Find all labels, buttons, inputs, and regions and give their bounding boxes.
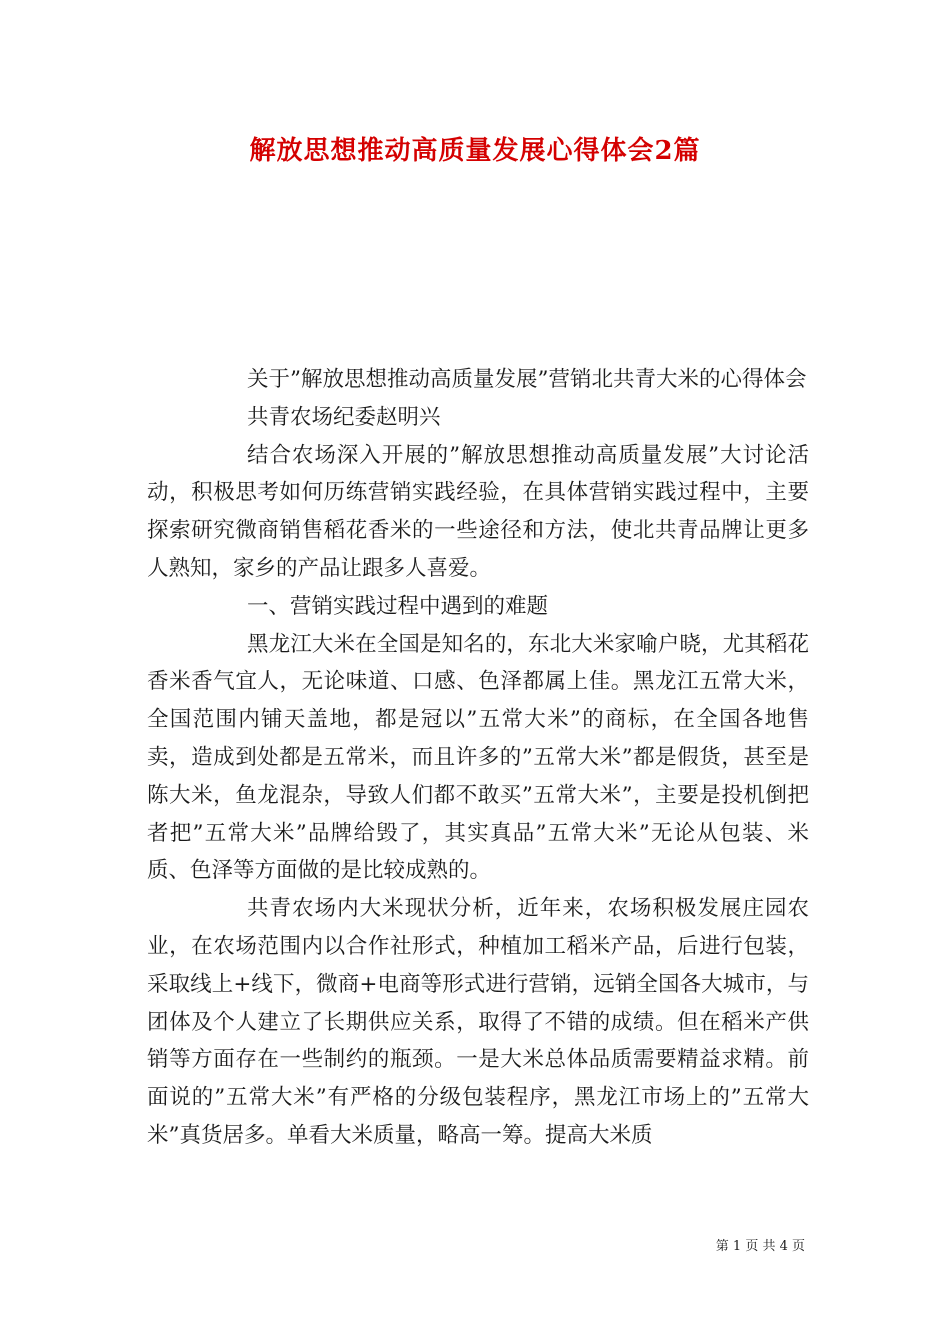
document-title: 解放思想推动高质量发展心得体会2篇: [249, 136, 701, 166]
paragraph-body: 共青农场内大米现状分析，近年来，农场积极发展庄园农业，在农场范围内以合作社形式，种植加工稻米产品，后进行包装，采取线上+线下，微商+电商等形式进行营销，远销全国各大城市，与团体及个人建立了长期供应关系，取得了不错的成绩。但在稻米产供销等方面存在一些制约的瓶颈。一是大米总体品质需要精益求精。前面说的”五常大米”有严格的分级包装程序，黑龙江市场上的”五常大米”真货居多。单看大米质量，略高一筹。提高大米质: [147, 896, 809, 1148]
section-heading: 一、营销实践过程中遇到的难题: [247, 593, 549, 619]
paragraph-subtitle: 关于”解放思想推动高质量发展”营销北共青大米的心得体会: [247, 367, 807, 392]
paragraph-body: 黑龙江大米在全国是知名的，东北大米家喻户晓，尤其稻花香米香气宜人，无论味道、口感、色泽都属上佳。黑龙江五常大米，全国范围内铺天盖地，都是冠以”五常大米”的商标，在全国各地售卖，造成到处都是五常米，而且许多的”五常大米”都是假货，甚至是陈大米，鱼龙混杂，导致人们都不敢买”五常大米”，主要是投机倒把者把”五常大米”品牌给毁了，其实真品”五常大米”无论从包装、米质、色泽等方面做的是比较成熟的。: [147, 631, 809, 884]
paragraph-intro: 结合农场深入开展的”解放思想推动高质量发展”大讨论活动，积极思考如何历练营销实践经验，在具体营销实践过程中，主要探索研究微商销售稻花香米的一些途径和方法，使北共青品牌让更多人熟知，家乡的产品让跟多人喜爱。: [147, 442, 809, 581]
paragraph-author: 共青农场纪委赵明兴: [247, 404, 441, 430]
page-number-footer: 第 1 页 共 4 页: [715, 1239, 805, 1254]
document-body: [147, 361, 809, 1155]
